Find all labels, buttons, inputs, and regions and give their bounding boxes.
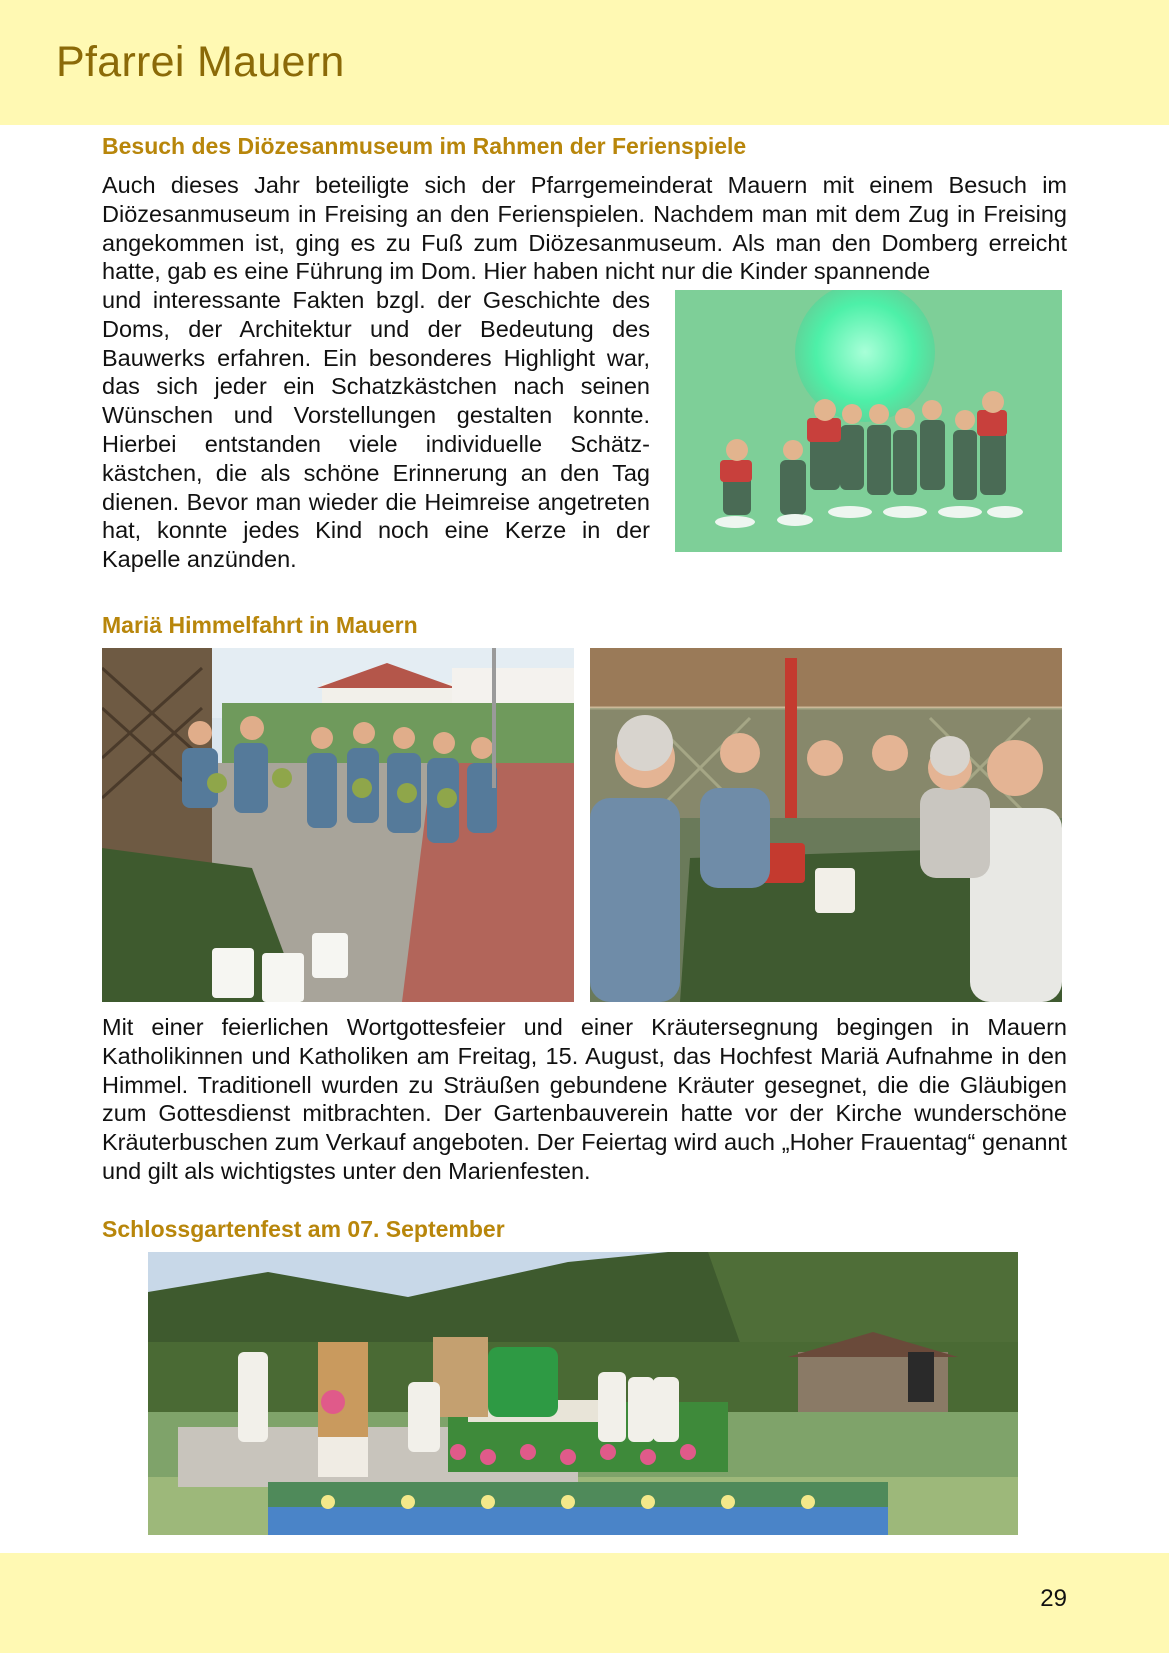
section-paragraph-museum-wrap: und interessante Fakten bzgl. der Geschichte des Doms, der Architektur und der Bedeutung des Bauwerks erfahren. Ein besonderes Highlight war, das sich jeder ein Schatzkästchen nach seinen Wünschen und Vorstellungen gestalten konnte. Hierbei entstanden viele individuelle Schätzkästchen, die als schöne Erinnerung an den Tag dienen. Bevor man wieder die Heimreise angetreten hat, konnte jedes Kind noch eine Kerze in der Kapelle anzünden.: [102, 287, 650, 573]
section-heading-schlossgartenfest: Schlossgartenfest am 07. September: [102, 1216, 505, 1242]
photo-museum-children: [675, 290, 1062, 552]
photo-open-air-mass: [148, 1252, 1018, 1535]
photo-women-binding-herbs: [590, 648, 1062, 1002]
section-heading-himmelfahrt: Mariä Himmelfahrt in Mauern: [102, 612, 418, 638]
photo-group-herb-bouquets: [102, 648, 574, 1002]
footer-band: [0, 1553, 1169, 1653]
section-heading-museum: Besuch des Diözesanmuseum im Rahmen der Ferienspiele: [102, 133, 747, 159]
page-number: 29: [1040, 1585, 1067, 1612]
section-paragraph-himmelfahrt: Mit einer feierlichen Wortgottesfeier und einer Kräutersegnung begingen in Mauern Katholikinnen und Katholiken am Freitag, 15. August, das Hochfest Mariä Aufnahme in den Himmel. Traditionell wurden zu Sträußen gebundene Kräuter gesegnet, die die Gläubigen zum Gottesdienst mitbrachten. Der Gartenbauverein hatte vor der Kirche wunderschöne Kräuterbuschen zum Verkauf angeboten. Der Feiertag wird auch „Hoher Frauentag“ genannt und gilt als wichtigstes unter den Marienfesten.: [102, 1014, 1067, 1184]
section-paragraph-museum-intro: Auch dieses Jahr beteiligte sich der Pfarrgemeinderat Mauern mit einem Besuch im Diözesanmuseum in Freising an den Ferienspielen. Nachdem man mit dem Zug in Freising angekommen ist, ging es zu Fuß zum Diözesanmuseum. Als man den Domberg erreicht hatte, gab es eine Führung im Dom. Hier haben nicht nur die Kinder spannende: [102, 172, 1067, 285]
page-title: Pfarrei Mauern: [56, 38, 345, 86]
header-band: [0, 0, 1169, 125]
